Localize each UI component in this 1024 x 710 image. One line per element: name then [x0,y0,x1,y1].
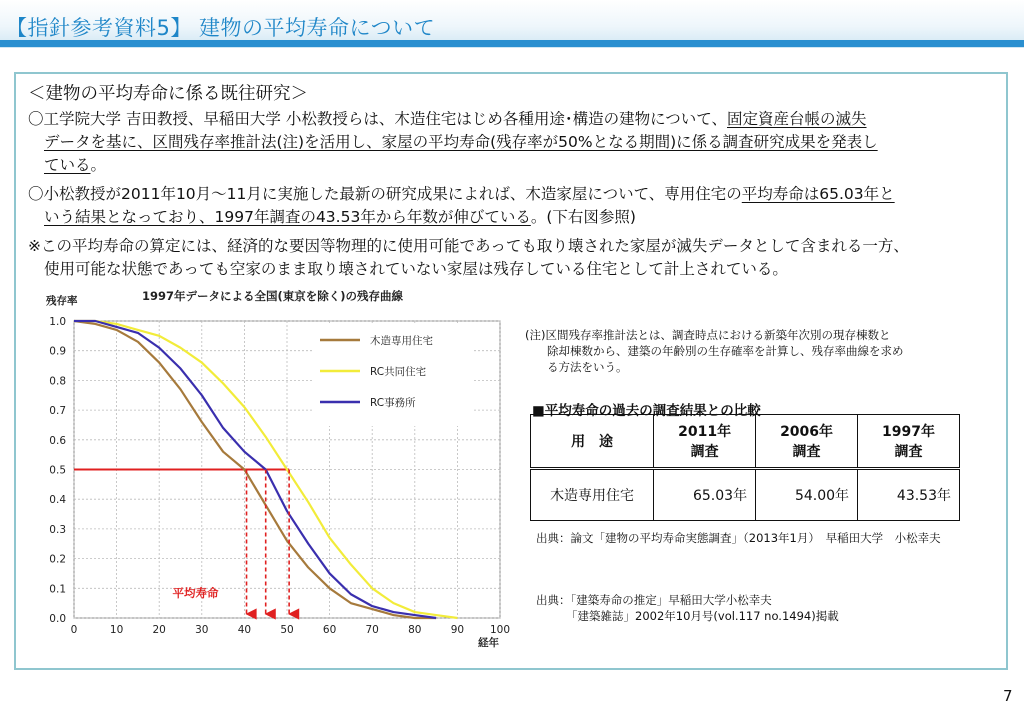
y-tick-label: 0.3 [49,523,66,536]
page-number: 7 [1003,687,1013,705]
y-tick-label: 0.8 [49,375,66,388]
p1-line3-tail: 。 [90,156,107,174]
y-tick-label: 0.4 [49,494,66,507]
paragraph-1-line-2: データを基に、区間残存率推計法(注)を活用し、家屋の平均寿命(残存率が50%となる期間)に係る調査研究成果を発表し [44,133,878,151]
x-tick-label: 100 [489,624,510,636]
header-2006: 2006年 調査 [756,415,858,469]
survival-curve-chart [14,286,510,662]
legend-label-2: RC共同住宅 [370,366,427,378]
paragraph-1-line-3 [44,154,106,176]
paragraph-1-line-1 [28,108,867,130]
x-tick-label: 90 [450,624,465,636]
legend-label-3: RC事務所 [370,397,416,409]
title-rule [0,40,1024,47]
y-tick-label: 1.0 [49,316,66,328]
p1-text-a: 〇工学院大学 吉田教授、早稲田大学 小松教授らは、木造住宅はじめ各種用途･構造の建物について、 [28,110,727,128]
p2-text-a: 〇小松教授が2011年10月～11月に実施した最新の研究成果によれば、木造家屋について、専用住宅の [28,185,742,203]
value-2006: 54.00年 [756,469,858,521]
header-2011: 2011年 調査 [654,415,756,469]
y-tick-label: 0.9 [49,345,66,358]
row-label: 木造専用住宅 [531,469,654,521]
y-tick-label: 0.6 [49,434,66,447]
x-tick-label: 20 [152,624,166,636]
value-1997: 43.53年 [858,469,960,521]
value-2011: 65.03年 [654,469,756,521]
x-tick-label: 10 [109,624,124,636]
source-citation-2-line-2: 「建築雑誌」2002年10月号(vol.117 no.1494)掲載 [566,609,839,623]
p1-text-b-underlined: 固定資産台帳の滅失 [727,110,867,128]
comparison-table [530,414,960,521]
p1-line3-underlined: ている [44,156,91,174]
p2-line2-underlined: いう結果となっており、1997年調査の43.53年から年数が伸びている [44,208,531,226]
table-header-row [531,415,960,469]
table-row [531,469,960,521]
x-tick-label: 80 [408,624,422,636]
slide-title: 【指針参考資料5】 建物の平均寿命について [6,16,436,40]
y-axis-label: 残存率 [46,295,78,307]
header-1997: 1997年 調査 [858,415,960,469]
x-tick-label: 60 [322,624,337,636]
p2-line2-tail: 。(下右図参照) [530,208,636,226]
y-tick-label: 0.2 [49,553,66,566]
legend-label-1: 木造専用住宅 [370,335,433,347]
x-tick-label: 30 [195,624,209,636]
p2-text-b-underlined: 平均寿命は65.03年と [741,185,895,203]
mean-life-annotation: 平均寿命 [172,586,219,601]
x-tick-label: 70 [365,624,379,636]
paragraph-3-line-1: ※この平均寿命の算定には、経済的な要因等物理的に使用可能であっても取り壊された家屋が滅失データとして含まれる一方、 [28,237,909,255]
x-axis-label: 経年 [478,637,499,649]
chart-title: 1997年データによる全国(東京を除く)の残存曲線 [142,289,404,303]
y-tick-label: 0.0 [49,613,66,625]
header-usage: 用 途 [531,415,654,469]
source-citation-2-line-1: 出典：「建築寿命の推定」早稲田大学小松幸夫 [536,593,772,607]
paragraph-2-line-1 [28,183,895,205]
note-line-3: る方法をいう。 [547,360,628,374]
y-tick-label: 0.1 [49,583,66,596]
title-bar [0,0,1024,48]
note-line-1: (注)区間残存率推計法とは、調査時点における新築年次別の現存棟数と [525,328,891,342]
x-tick-label: 0 [70,624,78,636]
y-tick-label: 0.5 [49,464,66,477]
x-tick-label: 40 [237,624,252,636]
section-heading: ＜建物の平均寿命に係る既往研究＞ [28,84,308,104]
note-line-2: 除却棟数から、建築の年齢別の生存確率を計算し、残存率曲線を求め [547,344,904,358]
comparison-table-title: ■平均寿命の過去の調査結果との比較 [532,403,761,419]
source-citation-1: 出典：論文「建物の平均寿命実態調査」（2013年1月） 早稲田大学 小松幸夫 [536,531,941,545]
y-tick-label: 0.7 [49,405,66,418]
paragraph-2-line-2 [44,206,636,228]
paragraph-3-line-2: 使用可能な状態であっても空家のまま取り壊されていない家屋は残存している住宅として計上されている。 [44,260,788,278]
x-tick-label: 50 [280,624,294,636]
